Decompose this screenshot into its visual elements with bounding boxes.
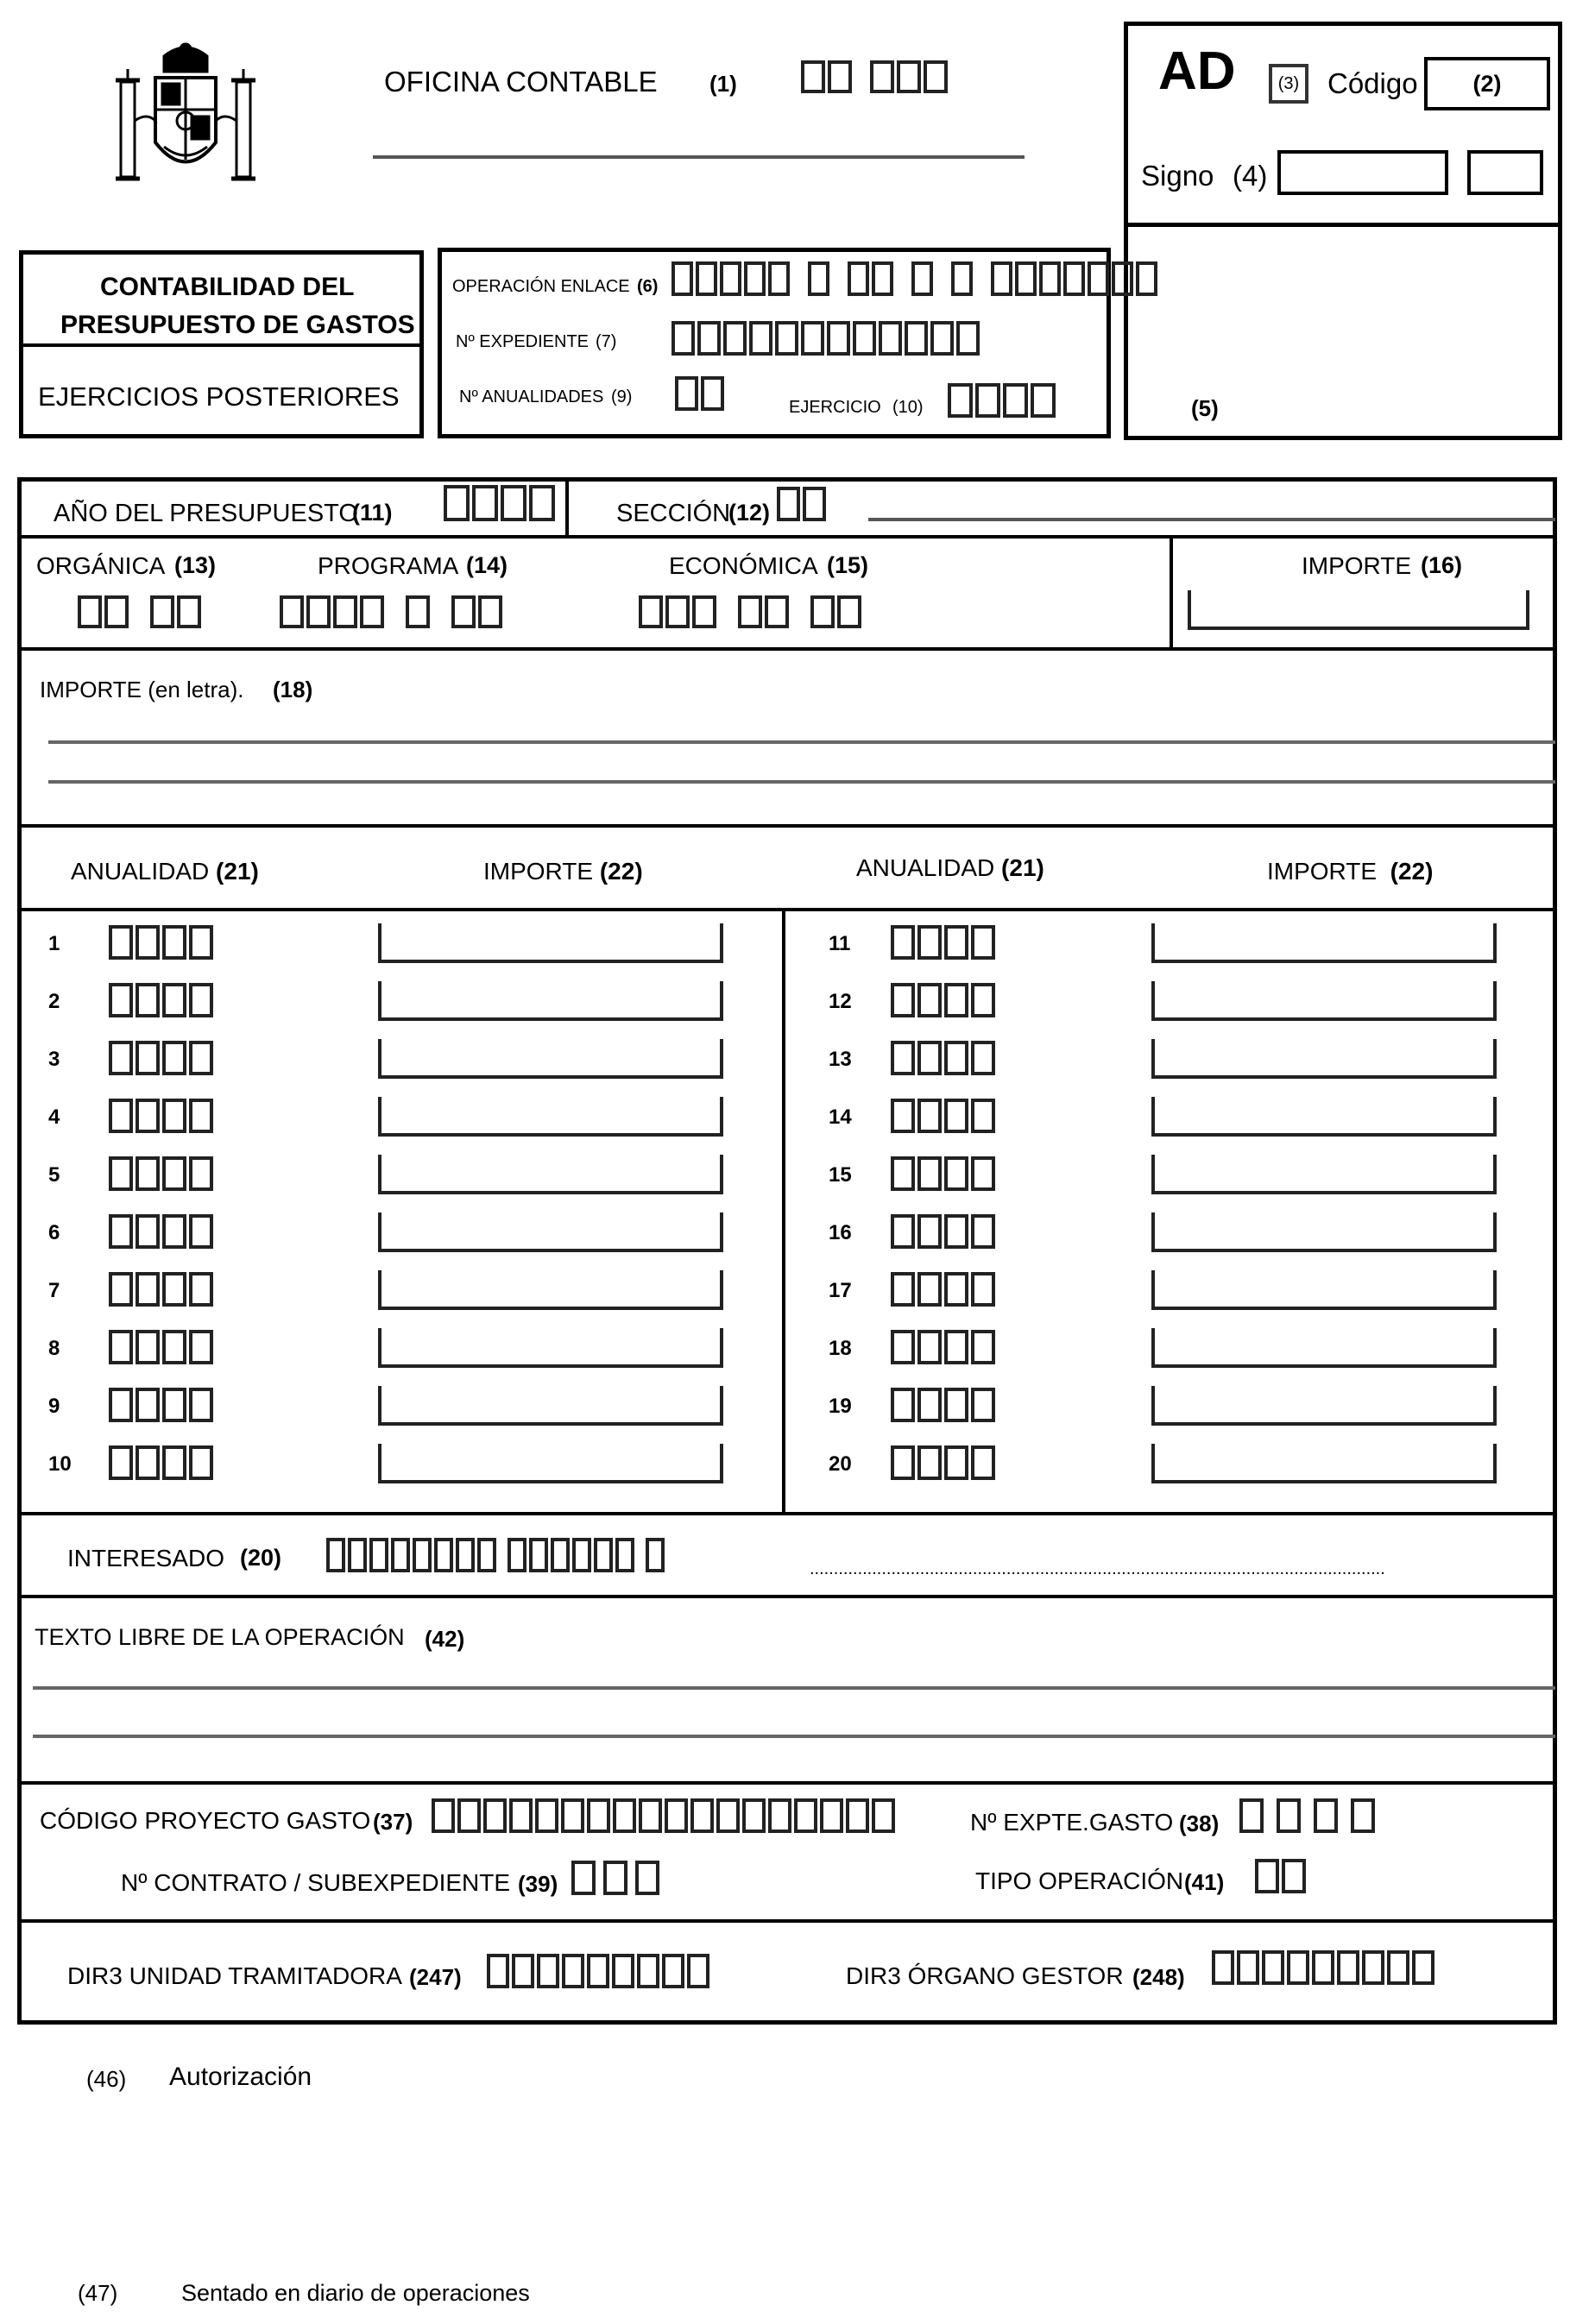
importe-left-label [483,860,643,884]
box-3-label: (3) [1277,73,1300,93]
codigo-number: (2) [1472,70,1502,97]
left-importe-field[interactable] [378,1039,723,1079]
right-row-number: 14 [829,1105,852,1129]
left-anualidad-boxes[interactable] [109,925,213,960]
anio-presupuesto-boxes[interactable] [444,485,555,521]
right-importe-field[interactable] [1151,1155,1497,1194]
right-importe-field[interactable] [1151,923,1497,963]
left-row-number: 4 [48,1105,60,1129]
contabilidad-title-1: CONTABILIDAD DEL [100,273,355,301]
right-anualidad-boxes[interactable] [891,1388,995,1422]
left-anualidad-boxes[interactable] [109,1272,213,1307]
right-importe-field[interactable] [1151,1039,1497,1079]
right-importe-field[interactable] [1151,1212,1497,1252]
importe-letra-line-1[interactable] [48,740,1555,744]
ad-box-divider [1124,223,1562,227]
right-importe-field[interactable] [1151,981,1497,1021]
anualidades-boxes[interactable] [675,376,724,411]
oficina-contable-underline [373,155,1025,159]
right-importe-field[interactable] [1151,1386,1497,1426]
signo-field[interactable] [1277,150,1448,195]
ejercicio-boxes[interactable] [948,383,1056,418]
row-divider-4 [17,908,1557,911]
left-anualidad-boxes[interactable] [109,1445,213,1480]
interesado-dotted-line[interactable]: ........................................................................................................................ [810,1560,1385,1578]
organica-number: (13) [174,552,217,578]
right-importe-field[interactable] [1151,1270,1497,1310]
codigo-proyecto-number: (37) [373,1809,413,1835]
right-anualidad-boxes[interactable] [891,925,995,960]
right-row-number: 16 [829,1221,852,1244]
right-anualidad-boxes[interactable] [891,1099,995,1133]
anualidad-left-label [71,860,259,884]
texto-libre-line-1[interactable] [33,1686,1555,1690]
tipo-operacion-label: TIPO OPERACIÓN [975,1867,1184,1894]
signo-field-small[interactable] [1467,150,1543,195]
left-row-number: 6 [48,1221,60,1244]
row-divider-2 [17,647,1557,651]
tipo-operacion-boxes[interactable] [1255,1859,1306,1893]
right-anualidad-boxes[interactable] [891,1272,995,1307]
importe-16-divider [1170,535,1173,650]
left-row-number: 1 [48,932,60,955]
right-anualidad-boxes[interactable] [891,1041,995,1075]
codigo-label: Código [1327,67,1418,99]
operacion-enlace-label: OPERACIÓN ENLACE [452,277,630,296]
left-importe-field[interactable] [378,1212,723,1252]
left-importe-field[interactable] [378,923,723,963]
dir3-unidad-boxes[interactable] [487,1954,709,1988]
right-anualidad-boxes[interactable] [891,1214,995,1249]
contabilidad-title-2: PRESUPUESTO DE GASTOS [60,311,415,339]
right-importe-field[interactable] [1151,1444,1497,1483]
anio-seccion-divider [565,479,569,538]
signo-label: Signo [1141,160,1214,192]
codigo-proyecto-label: CÓDIGO PROYECTO GASTO [40,1807,371,1834]
autorizacion-label: Autorización [169,2063,312,2091]
left-row-number: 9 [48,1395,60,1418]
economica-number: (15) [827,552,869,578]
operacion-enlace-number: (6) [637,277,659,296]
right-anualidad-boxes[interactable] [891,1330,995,1364]
contrato-boxes[interactable] [571,1861,659,1895]
left-importe-field[interactable] [378,1155,723,1194]
interesado-boxes[interactable] [326,1538,665,1572]
oficina-contable-number: (1) [709,71,737,97]
right-row-number: 19 [829,1395,852,1418]
field-46-number: (46) [86,2066,127,2092]
organica-boxes[interactable] [78,595,201,628]
right-row-number: 20 [829,1452,852,1476]
box-3[interactable] [1269,64,1308,104]
anualidad-right-text: ANUALIDAD [856,854,995,881]
seccion-label: SECCIÓN [616,500,731,527]
left-anualidad-boxes[interactable] [109,1156,213,1191]
coat-of-arms-logo [112,39,259,198]
anualidades-label: Nº ANUALIDADES [459,387,604,406]
expte-gasto-number: (38) [1179,1811,1220,1836]
anualidades-center-divider [782,908,785,1512]
row-divider-1 [17,535,1557,538]
importe-right-number: (22) [1390,858,1434,885]
left-importe-field[interactable] [378,1097,723,1137]
importe-left-text: IMPORTE [483,858,594,885]
right-row-number: 12 [829,990,852,1013]
left-anualidad-boxes[interactable] [109,1041,213,1075]
field-5-number: (5) [1191,395,1219,421]
right-row-number: 11 [829,932,851,955]
right-anualidad-boxes[interactable] [891,1156,995,1191]
contabilidad-divider [19,343,424,347]
expediente-number: (7) [596,332,617,351]
expte-gasto-boxes[interactable] [1239,1798,1375,1833]
left-anualidad-boxes[interactable] [109,1214,213,1249]
seccion-number: (12) [728,500,771,526]
texto-libre-label: TEXTO LIBRE DE LA OPERACIÓN [35,1624,405,1650]
anualidad-right-label [856,856,1044,880]
expte-gasto-label: Nº EXPTE.GASTO [970,1809,1174,1836]
importe-letra-line-2[interactable] [48,780,1555,784]
ejercicio-label: EJERCICIO [789,398,881,417]
ad-title: AD [1158,41,1236,101]
economica-label: ECONÓMICA [669,552,818,579]
importe-16-number: (16) [1421,552,1463,578]
right-row-number: 15 [829,1163,852,1187]
right-anualidad-boxes[interactable] [891,1445,995,1480]
importe-left-number: (22) [599,858,643,885]
left-importe-field[interactable] [378,1328,723,1368]
row-divider-7 [17,1781,1557,1785]
right-row-number: 17 [829,1279,852,1302]
interesado-number: (20) [240,1545,282,1571]
codigo-field[interactable] [1424,57,1550,110]
left-row-number: 7 [48,1279,60,1302]
economica-boxes[interactable] [639,595,861,628]
anualidad-right-number: (21) [1001,854,1044,881]
seccion-boxes[interactable] [777,487,826,521]
seccion-underline [868,518,1555,521]
right-importe-field[interactable] [1151,1097,1497,1137]
oficina-contable-boxes[interactable] [801,60,948,93]
left-anualidad-boxes[interactable] [109,983,213,1017]
signo-number: (4) [1233,160,1268,192]
dir3-organo-boxes[interactable] [1212,1950,1434,1985]
expediente-label: Nº EXPEDIENTE [456,332,590,351]
anio-presupuesto-label: AÑO DEL PRESUPUESTO [54,500,358,527]
tipo-operacion-number: (41) [1184,1869,1225,1895]
expediente-boxes[interactable] [672,321,980,356]
left-row-number: 10 [48,1452,72,1476]
left-row-number: 2 [48,990,60,1013]
left-row-number: 5 [48,1163,60,1187]
left-anualidad-boxes[interactable] [109,1388,213,1422]
codigo-proyecto-boxes[interactable] [432,1798,895,1833]
left-anualidad-boxes[interactable] [109,1330,213,1364]
operacion-enlace-boxes[interactable] [672,261,1157,296]
importe-letra-number: (18) [273,677,313,702]
left-importe-field[interactable] [378,1444,723,1483]
ejercicios-posteriores: EJERCICIOS POSTERIORES [38,381,400,412]
importe-16-field[interactable] [1188,590,1529,630]
row-divider-8 [17,1919,1557,1923]
left-anualidad-boxes[interactable] [109,1099,213,1133]
row-divider-5 [17,1512,1557,1515]
left-importe-field[interactable] [378,1386,723,1426]
anualidades-number: (9) [611,387,633,406]
field-47-number: (47) [78,2280,118,2306]
contrato-label: Nº CONTRATO / SUBEXPEDIENTE [121,1869,511,1896]
dir3-organo-label: DIR3 ÓRGANO GESTOR [846,1962,1124,1989]
texto-libre-number: (42) [425,1626,465,1652]
importe-letra-label: IMPORTE (en letra). [40,677,244,702]
row-divider-3 [17,824,1557,828]
right-row-number: 18 [829,1337,852,1360]
right-row-number: 13 [829,1048,852,1071]
contrato-number: (39) [518,1871,558,1897]
ejercicio-number: (10) [892,398,924,417]
interesado-label: INTERESADO [67,1545,225,1571]
anualidad-left-text: ANUALIDAD [71,858,210,885]
right-anualidad-boxes[interactable] [891,983,995,1017]
left-row-number: 8 [48,1337,60,1360]
row-divider-6 [17,1595,1557,1598]
anualidad-left-number: (21) [216,858,259,885]
importe-16-label: IMPORTE [1302,552,1412,579]
dir3-unidad-number: (247) [409,1964,462,1990]
programa-number: (14) [466,552,508,578]
texto-libre-line-2[interactable] [33,1735,1555,1738]
oficina-contable-label: OFICINA CONTABLE [384,66,658,98]
programa-label: PROGRAMA [318,552,459,579]
left-row-number: 3 [48,1048,60,1071]
sentado-label: Sentado en diario de operaciones [181,2280,530,2306]
organica-label: ORGÁNICA [36,552,166,579]
left-importe-field[interactable] [378,1270,723,1310]
dir3-organo-number: (248) [1132,1964,1185,1990]
importe-right-text: IMPORTE [1267,858,1378,885]
left-importe-field[interactable] [378,981,723,1021]
importe-right-label [1267,860,1433,884]
right-importe-field[interactable] [1151,1328,1497,1368]
anio-presupuesto-number: (11) [352,500,393,526]
programa-boxes[interactable] [280,595,502,628]
dir3-unidad-label: DIR3 UNIDAD TRAMITADORA [67,1962,402,1989]
